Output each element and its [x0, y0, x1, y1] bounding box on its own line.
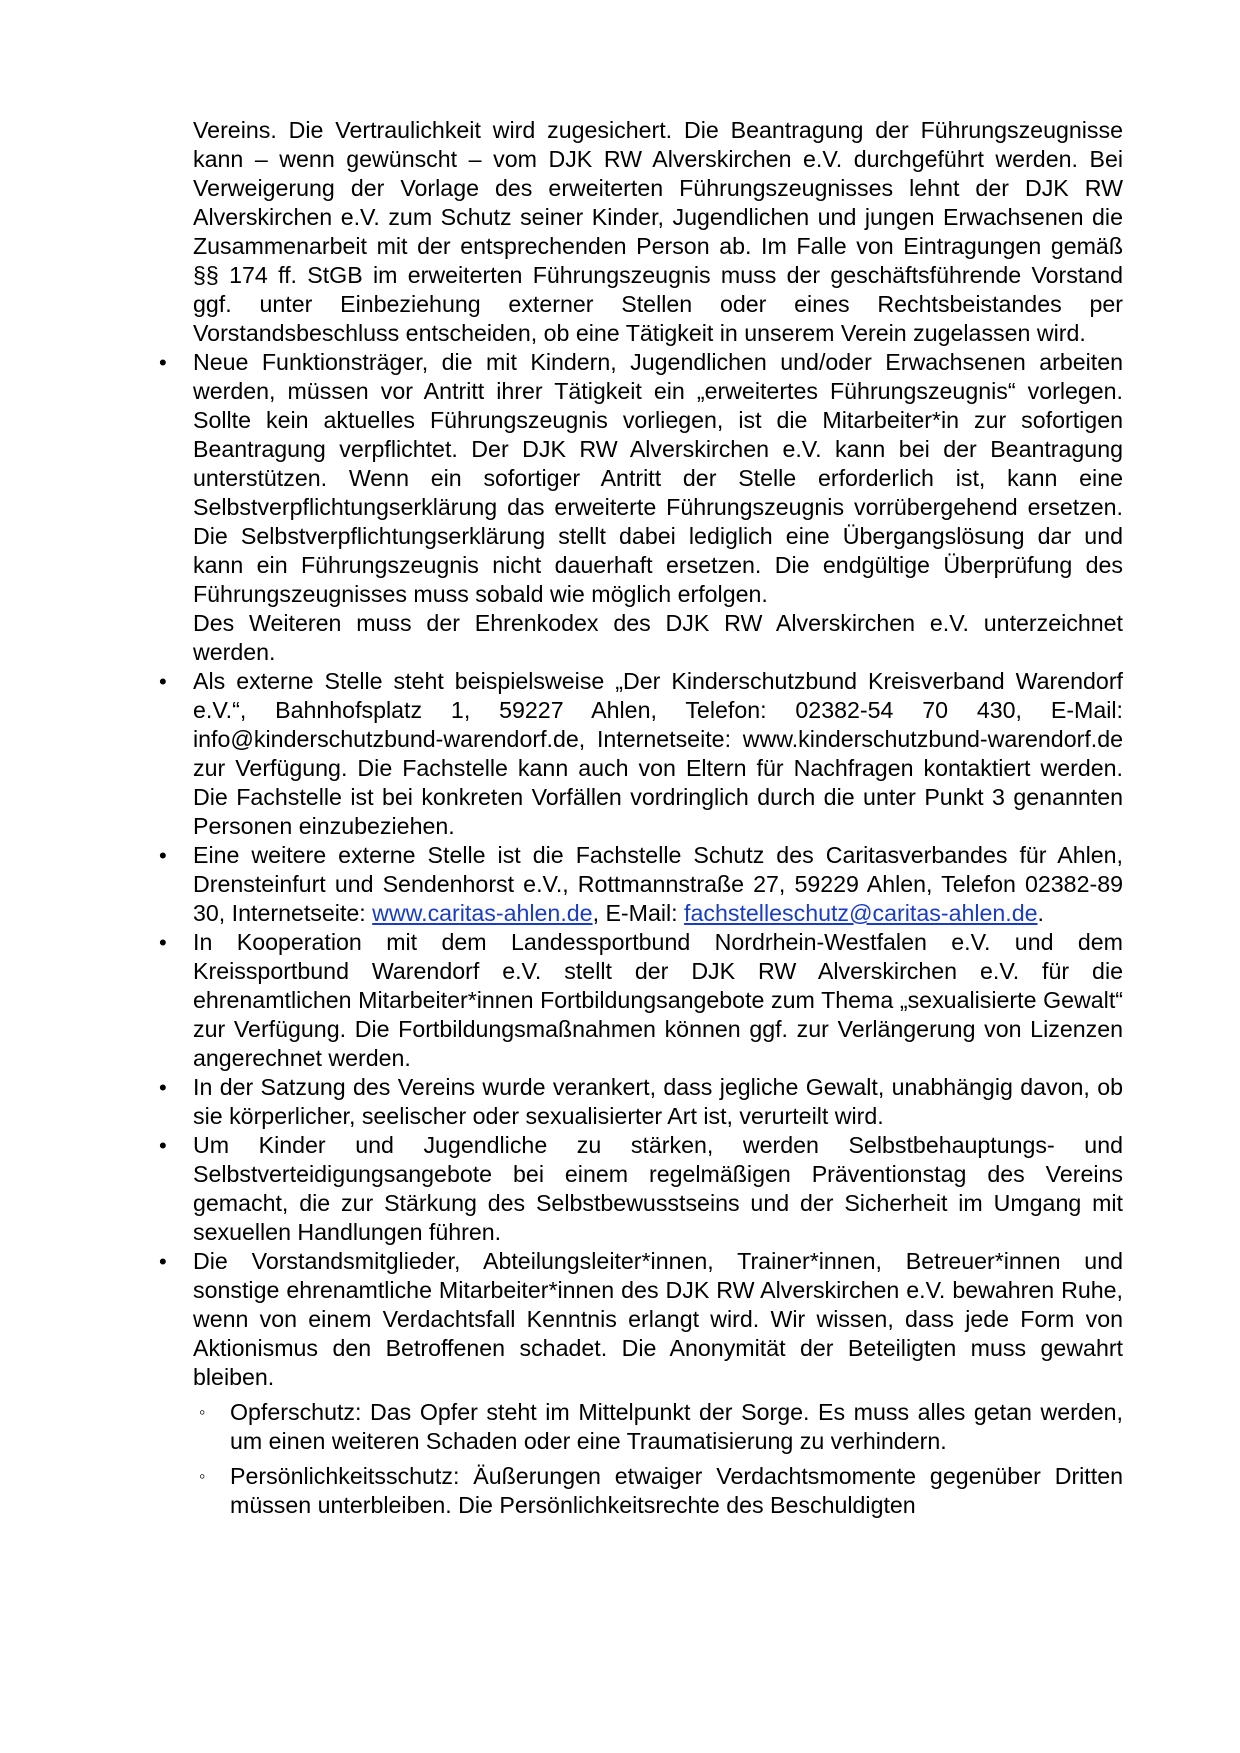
list-item-text: In der Satzung des Vereins wurde verankert, dass jegliche Gewalt, unabhängig davon, ob sie körperlicher, seelischer oder sexualisierter Art ist, verurteilt wird. — [193, 1074, 1123, 1129]
document-body — [193, 116, 1123, 1526]
list-item-text: Neue Funktionsträger, die mit Kindern, Jugendlichen und/oder Erwachsenen arbeiten werden, müssen vor Antritt ihrer Tätigkeit ein „erweitertes Führungszeugnis“ vorlegen. Sollte kein aktuelles Führungszeugnis vorliegen, ist die Mitarbeiter*in zur sofortigen Beantragung verpflichtet. Der DJK RW Alverskirchen e.V. kann bei der Beantragung unterstützen. Wenn ein sofortiger Antritt der Stelle erforderlich ist, kann eine Selbstverpflichtungserklärung das erweiterte Führungszeugnis vorrübergehend ersetzen. Die Selbstverpflichtungserklärung stellt dabei lediglich eine Übergangslösung dar und kann ein Führungszeugnis nicht dauerhaft ersetzen. Die endgültige Überprüfung des Führungszeugnisses muss sobald wie möglich erfolgen. — [193, 349, 1123, 607]
sub-list-item: ◦ Opferschutz: Das Opfer steht im Mittelpunkt der Sorge. Es muss alles getan werden, um einen weiteren Schaden oder eine Traumatisierung zu verhindern. — [230, 1398, 1123, 1456]
list-item-text: . — [1037, 900, 1044, 926]
caritas-email-link[interactable]: fachstelleschutz@caritas-ahlen.de — [684, 900, 1038, 926]
sub-list-item: ◦ Persönlichkeitsschutz: Äußerungen etwaiger Verdachtsmomente gegenüber Dritten müssen unterbleiben. Die Persönlichkeitsrechte des Beschuldigten — [230, 1462, 1123, 1520]
list-item — [193, 1073, 1123, 1131]
list-item-continuation: Des Weiteren muss der Ehrenkodex des DJK RW Alverskirchen e.V. unterzeichnet werden. — [193, 610, 1123, 665]
bullet-list — [193, 348, 1123, 1520]
list-item — [193, 667, 1123, 841]
list-item — [193, 928, 1123, 1073]
list-item-text: Eine weitere externe Stelle ist die Fachstelle Schutz des Caritasverbandes für Ahlen, Drensteinfurt und Sendenhorst e.V., Rottmannstraße 27, 59229 Ahlen, Telefon 02382-89 30, Internetseite: — [193, 842, 1123, 926]
list-item-text: Als externe Stelle steht beispielsweise „Der Kinderschutzbund Kreisverband Warendorf e.V.“, Bahnhofsplatz 1, 59227 Ahlen, Telefon: 02382-54 70 430, E-Mail: info@kinderschutzbund-warendorf.de, Internetseite: www.kinderschutzbund-warendorf.de zur Verfügung. Die Fachstelle kann auch von Eltern für Nachfragen kontaktiert werden. Die Fachstelle ist bei konkreten Vorfällen vordringlich durch die unter Punkt 3 genannten Personen einzubeziehen. — [193, 668, 1123, 839]
caritas-website-link[interactable]: www.caritas-ahlen.de — [372, 900, 593, 926]
intro-paragraph: Vereins. Die Vertraulichkeit wird zugesichert. Die Beantragung der Führungszeugnisse kann – wenn gewünscht – vom DJK RW Alverskirchen e.V. durchgeführt werden. Bei Verweigerung der Vorlage des erweiterten Führungszeugnisses lehnt der DJK RW Alverskirchen e.V. zum Schutz seiner Kinder, Jugendlichen und jungen Erwachsenen die Zusammenarbeit mit der entsprechenden Person ab. Im Falle von Eintragungen gemäß §§ 174 ff. StGB im erweiterten Führungszeugnis muss der geschäftsführende Vorstand ggf. unter Einbeziehung externer Stellen oder eines Rechtsbeistandes per Vorstandsbeschluss entscheiden, ob eine Tätigkeit in unserem Verein zugelassen wird. — [193, 117, 1123, 346]
list-item-text: , E-Mail: — [592, 900, 685, 926]
list-item — [193, 1247, 1123, 1520]
list-item-text: Die Vorstandsmitglieder, Abteilungsleiter*innen, Trainer*innen, Betreuer*innen und sonstige ehrenamtliche Mitarbeiter*innen des DJK RW Alverskirchen e.V. bewahren Ruhe, wenn von einem Verdachtsfall Kenntnis erlangt wird. Wir wissen, dass jede Form von Aktionismus den Betroffenen schadet. Die Anonymität der Beteiligten muss gewahrt bleiben. — [193, 1248, 1123, 1390]
list-item-text: Um Kinder und Jugendliche zu stärken, werden Selbstbehauptungs- und Selbstverteidigungsangebote bei einem regelmäßigen Präventionstag des Vereins gemacht, die zur Stärkung des Selbstbewusstseins und der Sicherheit im Umgang mit sexuellen Handlungen führen. — [193, 1132, 1123, 1245]
list-item — [193, 348, 1123, 667]
list-item-text: In Kooperation mit dem Landessportbund Nordrhein-Westfalen e.V. und dem Kreissportbund Warendorf e.V. stellt der DJK RW Alverskirchen e.V. für die ehrenamtlichen Mitarbeiter*innen Fortbildungsangebote zum Thema „sexualisierte Gewalt“ zur Verfügung. Die Fortbildungsmaßnahmen können ggf. zur Verlängerung von Lizenzen angerechnet werden. — [193, 929, 1123, 1071]
list-item — [193, 1131, 1123, 1247]
sub-list — [230, 1398, 1123, 1520]
list-item — [193, 841, 1123, 928]
